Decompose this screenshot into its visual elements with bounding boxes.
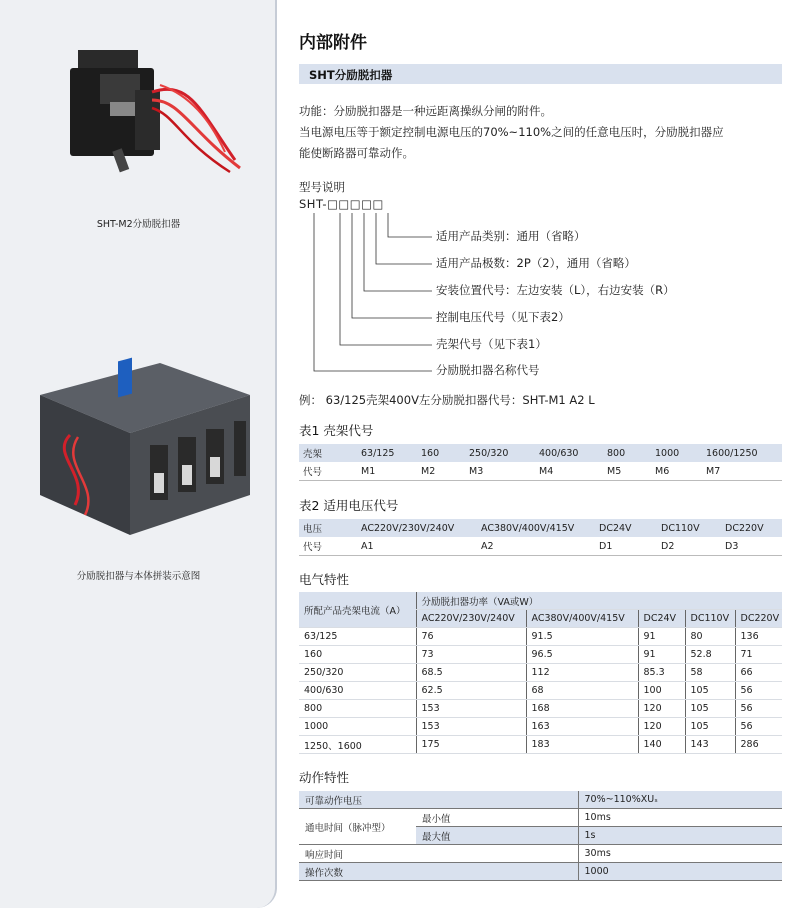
action-value: 1000	[578, 863, 782, 881]
table-cell: 250/320	[299, 664, 416, 682]
table-row	[299, 628, 782, 646]
table2-header-cell: DC110V	[657, 519, 721, 537]
table-cell: 91	[638, 628, 685, 646]
action-value: 30ms	[578, 845, 782, 863]
table-cell: 153	[416, 700, 526, 718]
function-line: 功能：分励脱扣器是一种远距离操纵分闸的附件。	[299, 104, 552, 118]
table-cell: 71	[735, 646, 782, 664]
table2-cell: D2	[657, 537, 721, 556]
table1-header-cell: 1600/1250	[702, 444, 782, 462]
table2-cell: D1	[595, 537, 657, 556]
table-cell: 66	[735, 664, 782, 682]
table-cell: 56	[735, 682, 782, 700]
model-code: SHT-□□□□□	[299, 197, 384, 211]
action-spacer	[416, 791, 578, 809]
electrical-subheader: AC380V/400V/415V	[526, 610, 638, 628]
table-cell: 76	[416, 628, 526, 646]
table-row	[299, 682, 782, 700]
table-cell: 120	[638, 718, 685, 736]
table2-header-cell: AC380V/400V/415V	[477, 519, 595, 537]
table1-cell: M3	[465, 462, 535, 481]
model-heading: 型号说明	[299, 180, 345, 194]
page-title: 内部附件	[299, 33, 367, 53]
table2-cell: D3	[721, 537, 782, 556]
action-label: 可靠动作电压	[299, 791, 416, 809]
caption-shunt-release: SHT-M2分励脱扣器	[96, 219, 181, 230]
table-row	[299, 700, 782, 718]
electrical-subheader: DC220V	[735, 610, 782, 628]
model-label: 安装位置代号：左边安装（L），右边安装（R）	[436, 283, 675, 297]
model-label: 适用产品极数：2P（2），通用（省略）	[436, 256, 636, 270]
table-cell: 105	[685, 682, 735, 700]
table-cell: 400/630	[299, 682, 416, 700]
breaker-assembly-image	[30, 355, 260, 555]
electrical-subheader: DC24V	[638, 610, 685, 628]
table-cell: 136	[735, 628, 782, 646]
model-example: 例： 63/125壳架400V左分励脱扣器代号：SHT-M1 A2 L	[299, 393, 595, 407]
electrical-group-header: 分励脱扣器功率（VA或W）	[416, 592, 782, 610]
table1-cell: 代号	[299, 462, 357, 481]
electrical-title: 电气特性	[299, 572, 350, 587]
model-label: 分励脱扣器名称代号	[436, 363, 540, 377]
table2-cell: 代号	[299, 537, 357, 556]
table-cell: 800	[299, 700, 416, 718]
table1-header-cell: 400/630	[535, 444, 603, 462]
table-cell: 143	[685, 736, 735, 754]
action-spacer	[416, 863, 578, 881]
table1	[299, 444, 782, 481]
table-cell: 163	[526, 718, 638, 736]
action-value: 10ms	[578, 809, 782, 827]
table1-cell: M6	[651, 462, 702, 481]
table-cell: 91	[638, 646, 685, 664]
table1-title: 表1 壳架代号	[299, 423, 374, 438]
table-cell: 91.5	[526, 628, 638, 646]
table-row	[299, 736, 782, 754]
table2-header-cell: DC24V	[595, 519, 657, 537]
action-value: 70%~110%XUₛ	[578, 791, 782, 809]
caption-assembly: 分励脱扣器与本体拼装示意图	[76, 571, 201, 582]
model-label: 控制电压代号（见下表2）	[436, 310, 570, 324]
table-cell: 85.3	[638, 664, 685, 682]
electrical-table	[299, 592, 782, 754]
table-row	[299, 646, 782, 664]
table-cell: 62.5	[416, 682, 526, 700]
action-label: 操作次数	[299, 863, 416, 881]
table1-header-cell: 800	[603, 444, 651, 462]
action-spacer	[416, 845, 578, 863]
table-cell: 52.8	[685, 646, 735, 664]
table2-header-cell: DC220V	[721, 519, 782, 537]
table-row	[299, 718, 782, 736]
table1-cell: M1	[357, 462, 417, 481]
electrical-subheader: AC220V/230V/240V	[416, 610, 526, 628]
table1-header-cell: 250/320	[465, 444, 535, 462]
electrical-subheader: DC110V	[685, 610, 735, 628]
table-cell: 120	[638, 700, 685, 718]
table-cell: 286	[735, 736, 782, 754]
table2-title: 表2 适用电压代号	[299, 498, 399, 513]
table2	[299, 519, 782, 556]
table-cell: 175	[416, 736, 526, 754]
function-line: 能使断路器可靠动作。	[299, 146, 414, 160]
table-cell: 160	[299, 646, 416, 664]
table-cell: 58	[685, 664, 735, 682]
table1-header-cell: 63/125	[357, 444, 417, 462]
table-cell: 1250、1600	[299, 736, 416, 754]
table-cell: 153	[416, 718, 526, 736]
table-cell: 105	[685, 718, 735, 736]
table1-cell: M7	[702, 462, 782, 481]
table-cell: 80	[685, 628, 735, 646]
table-cell: 73	[416, 646, 526, 664]
action-sub-label: 最小值	[416, 809, 578, 827]
model-code-diagram	[300, 210, 440, 380]
table-cell: 68	[526, 682, 638, 700]
table2-header-cell: 电压	[299, 519, 357, 537]
table-row	[299, 664, 782, 682]
table-cell: 168	[526, 700, 638, 718]
function-text	[299, 101, 724, 164]
table1-header-cell: 160	[417, 444, 465, 462]
table1-header-cell: 壳架	[299, 444, 357, 462]
action-label: 响应时间	[299, 845, 416, 863]
table-cell: 112	[526, 664, 638, 682]
table-cell: 63/125	[299, 628, 416, 646]
action-value: 1s	[578, 827, 782, 845]
table1-cell: M2	[417, 462, 465, 481]
table1-cell: M4	[535, 462, 603, 481]
action-label: 通电时间（脉冲型）	[299, 809, 416, 845]
section-title: SHT分励脱扣器	[309, 68, 393, 82]
table2-header-cell: AC220V/230V/240V	[357, 519, 477, 537]
action-table	[299, 791, 782, 881]
table-cell: 68.5	[416, 664, 526, 682]
table1-header-cell: 1000	[651, 444, 702, 462]
table-cell: 1000	[299, 718, 416, 736]
table2-cell: A2	[477, 537, 595, 556]
model-label: 壳架代号（见下表1）	[436, 337, 547, 351]
table-cell: 100	[638, 682, 685, 700]
table2-cell: A1	[357, 537, 477, 556]
table1-cell: M5	[603, 462, 651, 481]
table-cell: 96.5	[526, 646, 638, 664]
table-cell: 56	[735, 718, 782, 736]
action-sub-label: 最大值	[416, 827, 578, 845]
model-label: 适用产品类别：通用（省略）	[436, 229, 586, 243]
action-title: 动作特性	[299, 770, 350, 785]
table-cell: 183	[526, 736, 638, 754]
shunt-release-image	[60, 40, 260, 190]
table-cell: 56	[735, 700, 782, 718]
function-line: 当电源电压等于额定控制电源电压的70%~110%之间的任意电压时，分励脱扣器应	[299, 125, 724, 139]
table-cell: 140	[638, 736, 685, 754]
table-cell: 105	[685, 700, 735, 718]
section-header	[299, 64, 782, 84]
electrical-col0-header: 所配产品壳架电流（A）	[299, 592, 416, 628]
